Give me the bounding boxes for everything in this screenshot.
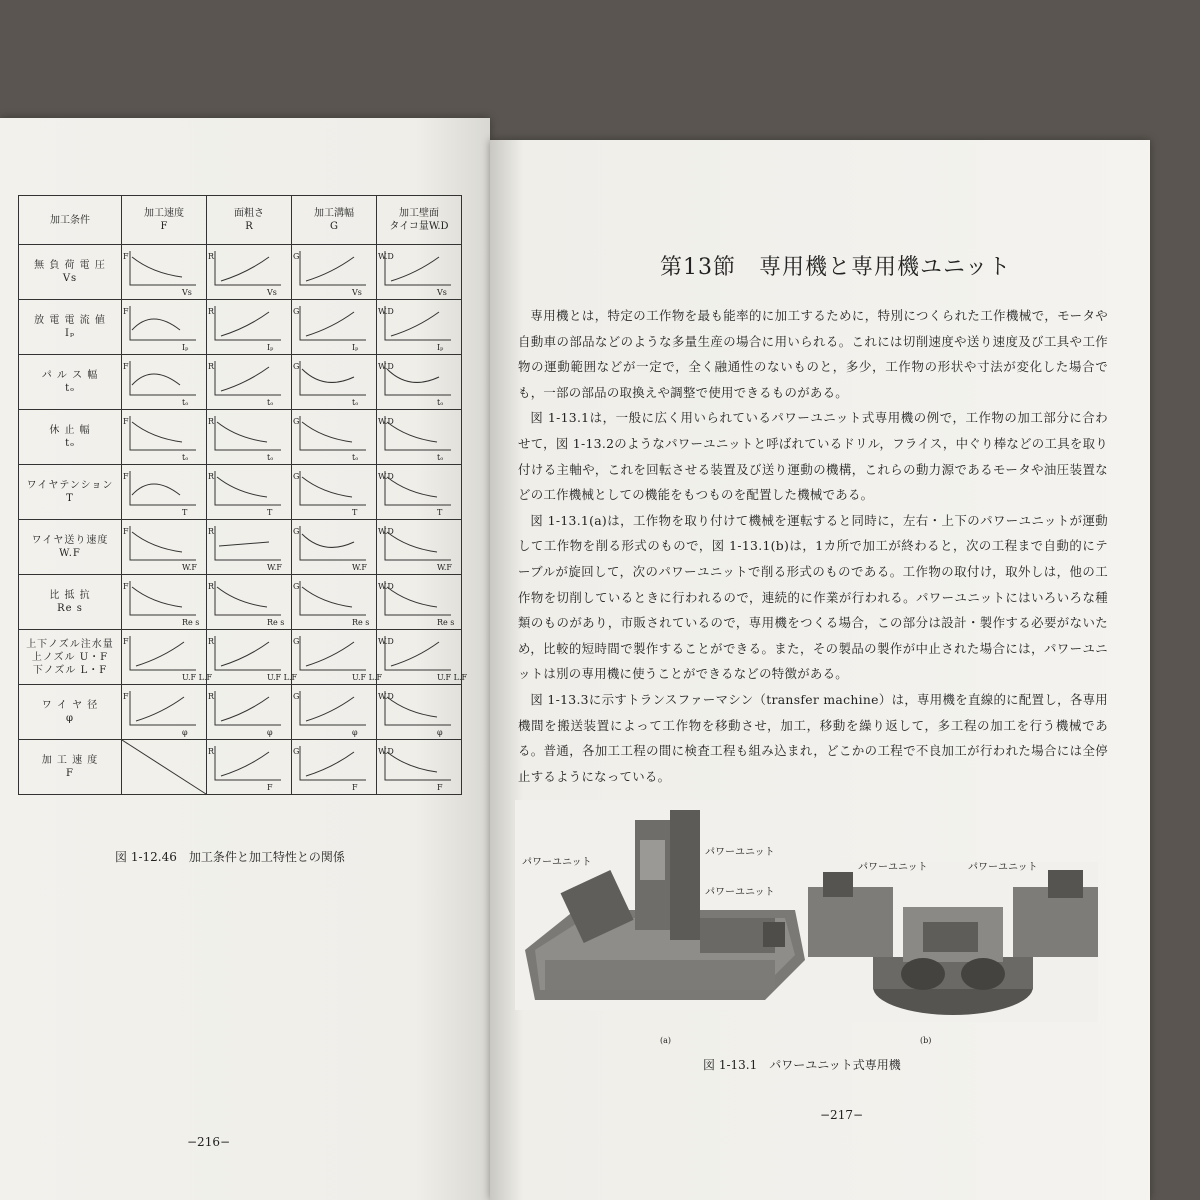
- x-axis-letter: tₒ: [437, 398, 444, 407]
- figure-caption-left: 図 1-12.46 加工条件と加工特性との関係: [115, 850, 345, 864]
- axis: [130, 416, 196, 450]
- x-axis-letter: U.F L.F: [437, 673, 468, 682]
- trend-graph: [292, 740, 376, 794]
- trend-curve: [217, 587, 267, 607]
- x-axis-letter: U.F L.F: [352, 673, 383, 682]
- y-axis-letter: F: [123, 527, 129, 536]
- sublabel-a: (a): [660, 1036, 672, 1045]
- trend-graph: [377, 410, 461, 464]
- x-axis-letter: Vs: [182, 288, 192, 297]
- trend-graph: [122, 410, 206, 464]
- x-axis-letter: F: [437, 783, 443, 792]
- y-axis-letter: R: [208, 637, 215, 646]
- trend-curve: [132, 484, 180, 495]
- axis: [300, 361, 366, 395]
- trend-graph-cell: [377, 465, 462, 520]
- trend-graph: [207, 245, 291, 299]
- axis: [300, 526, 366, 560]
- x-axis-letter: W.F: [437, 563, 452, 572]
- y-axis-letter: R: [208, 472, 215, 481]
- trend-graph-cell: [377, 685, 462, 740]
- trend-graph-cell: [377, 355, 462, 410]
- x-axis-letter: T: [437, 508, 443, 517]
- trend-graph-cell: [292, 410, 377, 465]
- trend-curve: [302, 534, 354, 547]
- y-axis-letter: G: [293, 362, 300, 371]
- trend-curve: [132, 257, 182, 277]
- trend-curve: [302, 587, 352, 607]
- trend-curve: [306, 312, 354, 336]
- trend-curve: [387, 477, 437, 497]
- y-axis-letter: G: [293, 582, 300, 591]
- y-axis-letter: R: [208, 252, 215, 261]
- axis: [215, 416, 281, 450]
- trend-curve: [391, 312, 439, 336]
- condition-cell: 無 負 荷 電 圧 Vs: [19, 245, 122, 300]
- y-axis-letter: G: [293, 527, 300, 536]
- section-title: 第13節 専用機と専用機ユニット: [660, 255, 1012, 280]
- axis: [130, 526, 196, 560]
- trend-curve: [221, 697, 269, 721]
- trend-curve: [217, 477, 267, 497]
- trend-graph-cell: [207, 575, 292, 630]
- trend-curve: [221, 367, 269, 391]
- x-axis-letter: Re s: [267, 618, 285, 627]
- trend-graph-cell: [122, 410, 207, 465]
- y-axis-letter: F: [123, 472, 129, 481]
- x-axis-letter: Vs: [437, 288, 447, 297]
- y-axis-letter: W.D: [378, 637, 394, 646]
- axis: [300, 416, 366, 450]
- condition-cell: パ ル ス 幅 tₒ: [19, 355, 122, 410]
- y-axis-letter: R: [208, 417, 215, 426]
- trend-graph: [377, 630, 468, 684]
- trend-graph-cell: [292, 245, 377, 300]
- y-axis-letter: W.D: [378, 692, 394, 701]
- trend-curve: [132, 532, 182, 552]
- trend-graph-cell: [122, 685, 207, 740]
- condition-cell: 休 止 幅 tₒ: [19, 410, 122, 465]
- x-axis-letter: tₒ: [182, 398, 189, 407]
- trend-graph-cell: [207, 410, 292, 465]
- axis: [385, 691, 451, 725]
- trend-graph: [377, 465, 461, 519]
- trend-graph-cell: [292, 575, 377, 630]
- trend-graph: [122, 355, 206, 409]
- trend-graph-cell: [122, 575, 207, 630]
- trend-graph: [292, 575, 376, 629]
- y-axis-letter: G: [293, 252, 300, 261]
- trend-graph: [292, 410, 376, 464]
- axis: [385, 361, 451, 395]
- trend-graph-cell: [207, 245, 292, 300]
- table-header-cell: 面粗さ R: [207, 196, 292, 245]
- paragraph: 図 1-13.1(a)は，工作物を取り付けて機械を運転すると同時に，左右・上下のパワーユニットが運動して工作物を削る形式のもので，図 1-13.1(b)は，1カ所で加工が終わると，次の工程まで自動的にテーブルが旋回して，次のパワーユニットで削る形式のものである。工作物の取付け，取外しは，他の工作物を切削しているときに行われるので，連続的に作業が行われる。パワーユニットにはいろいろな種類のものがあり，市販されているので，専用機をつくる場合，この部分は設計・製作する必要がないため，比較的短時間で製作することができる。また，その製品の製作が中止された場合には，パワーユニットは別の専用機に使うことができるなどの特徴がある。: [518, 512, 1108, 682]
- trend-graph-cell: [122, 245, 207, 300]
- y-axis-letter: F: [123, 637, 129, 646]
- trend-graph-cell: [207, 520, 292, 575]
- trend-graph-cell: [377, 410, 462, 465]
- y-axis-letter: W.D: [378, 252, 394, 261]
- trend-graph-cell: [292, 685, 377, 740]
- table-row: [19, 410, 462, 465]
- y-axis-letter: R: [208, 362, 215, 371]
- trend-curve: [387, 587, 437, 607]
- x-axis-letter: U.F L.F: [182, 673, 213, 682]
- x-axis-letter: Re s: [437, 618, 455, 627]
- trend-curve: [387, 369, 439, 382]
- table-header-row: [19, 196, 462, 245]
- trend-curve: [132, 587, 182, 607]
- x-axis-letter: tₒ: [267, 398, 274, 407]
- trend-curve: [387, 697, 437, 717]
- machine-photo-a: [515, 800, 815, 1010]
- table-header-cell: 加工壁面 タイコ量W.D: [377, 196, 462, 245]
- conditions-table: [18, 195, 468, 795]
- y-axis-letter: F: [123, 582, 129, 591]
- trend-graph: [207, 355, 291, 409]
- trend-graph: [207, 575, 291, 629]
- trend-graph-cell: [122, 355, 207, 410]
- trend-graph: [377, 355, 461, 409]
- trend-curve: [306, 642, 354, 666]
- trend-graph-cell: [377, 740, 462, 795]
- trend-graph-cell: [377, 520, 462, 575]
- trend-graph: [377, 685, 461, 739]
- trend-curve: [302, 369, 354, 382]
- trend-curve: [217, 422, 267, 442]
- trend-graph-cell: [207, 300, 292, 355]
- trend-graph: [122, 300, 206, 354]
- x-axis-letter: tₒ: [182, 453, 189, 462]
- trend-graph-cell: [292, 300, 377, 355]
- y-axis-letter: W.D: [378, 527, 394, 536]
- trend-curve: [387, 532, 437, 552]
- trend-curve: [221, 642, 269, 666]
- trend-curve: [136, 697, 184, 721]
- y-axis-letter: W.D: [378, 362, 394, 371]
- y-axis-letter: F: [123, 362, 129, 371]
- trend-graph: [207, 630, 298, 684]
- axis: [300, 581, 366, 615]
- x-axis-letter: tₒ: [352, 398, 359, 407]
- y-axis-letter: R: [208, 582, 215, 591]
- figure-caption-right: 図 1-13.1 パワーユニット式専用機: [703, 1058, 901, 1072]
- x-axis-letter: Iₚ: [182, 343, 189, 352]
- trend-graph: [292, 465, 376, 519]
- trend-graph-cell: [207, 685, 292, 740]
- trend-graph: [122, 575, 206, 629]
- trend-graph: [377, 575, 461, 629]
- x-axis-letter: Iₚ: [352, 343, 359, 352]
- trend-graph-cell: [292, 465, 377, 520]
- trend-curve: [302, 477, 352, 497]
- x-axis-letter: Vs: [267, 288, 277, 297]
- axis: [385, 471, 451, 505]
- trend-graph: [207, 465, 291, 519]
- condition-cell: 比 抵 抗 Re s: [19, 575, 122, 630]
- y-axis-letter: G: [293, 307, 300, 316]
- label-power-unit: パワーユニット: [522, 857, 592, 868]
- trend-graph: [122, 740, 206, 794]
- x-axis-letter: F: [352, 783, 358, 792]
- trend-curve: [306, 752, 354, 776]
- x-axis-letter: φ: [352, 728, 358, 737]
- x-axis-letter: U.F L.F: [267, 673, 298, 682]
- condition-cell: ワイヤテンション T: [19, 465, 122, 520]
- table-row: [19, 630, 462, 685]
- axis: [215, 471, 281, 505]
- trend-graph-cell: [292, 630, 383, 685]
- y-axis-letter: W.D: [378, 582, 394, 591]
- y-axis-letter: W.D: [378, 417, 394, 426]
- x-axis-letter: W.F: [182, 563, 197, 572]
- x-axis-letter: Re s: [352, 618, 370, 627]
- trend-graph: [122, 685, 206, 739]
- axis: [385, 416, 451, 450]
- trend-curve: [387, 752, 437, 772]
- y-axis-letter: R: [208, 692, 215, 701]
- trend-graph-cell: [207, 740, 292, 795]
- y-axis-letter: G: [293, 747, 300, 756]
- trend-curve: [306, 697, 354, 721]
- condition-cell: 放 電 電 流 値 Iₚ: [19, 300, 122, 355]
- y-axis-letter: W.D: [378, 472, 394, 481]
- trend-curve: [221, 257, 269, 281]
- x-axis-letter: Iₚ: [267, 343, 274, 352]
- paragraph: 図 1-13.1は，一般に広く用いられているパワーユニット式専用機の例で，工作物の加工部分に合わせて，図 1-13.2のようなパワーユニットと呼ばれているドリル，フライス，中ぐり棒などの工具を取り付ける主軸や，これを回転させる装置及び送り運動の機構，これらの動力源であるモータや油圧装置などの工作機械としての機能をもつものを配置した機械である。: [518, 410, 1108, 503]
- trend-curve: [132, 319, 180, 330]
- trend-graph: [122, 245, 206, 299]
- label-power-unit: パワーユニット: [705, 887, 775, 898]
- paragraph: 専用機とは，特定の工作物を最も能率的に加工するために，特別につくられた工作機械で，モータや自動車の部品などのような多量生産の場合に用いられる。これには切削速度や送り速度及び工具や工作物の運動範囲などが一定で，全く融通性のないものと，多少，工作物の形状や寸法が変化した場合でも，一部の部品の取換えや調整で使用できるものがある。: [518, 308, 1108, 400]
- body-text: [518, 303, 1108, 789]
- trend-graph-cell: [122, 300, 207, 355]
- y-axis-letter: G: [293, 692, 300, 701]
- table-row: [19, 355, 462, 410]
- y-axis-letter: R: [208, 307, 215, 316]
- y-axis-letter: G: [293, 472, 300, 481]
- sublabel-b: (b): [920, 1036, 932, 1045]
- axis: [385, 581, 451, 615]
- machine-photo-b: [808, 862, 1098, 1022]
- trend-curve: [302, 422, 352, 442]
- trend-graph: [122, 520, 206, 574]
- page-number-left: −216−: [187, 1135, 231, 1149]
- trend-curve: [221, 752, 269, 776]
- trend-graph-cell: [122, 740, 207, 795]
- trend-curve: [219, 542, 269, 546]
- axis: [385, 746, 451, 780]
- condition-cell: ワ イ ヤ 径 φ: [19, 685, 122, 740]
- x-axis-letter: φ: [437, 728, 443, 737]
- trend-graph: [292, 520, 376, 574]
- x-axis-letter: φ: [267, 728, 273, 737]
- y-axis-letter: R: [208, 527, 215, 536]
- table-row: [19, 740, 462, 795]
- trend-graph: [292, 355, 376, 409]
- condition-cell: ワイヤ送り速度 W.F: [19, 520, 122, 575]
- axis: [130, 251, 196, 285]
- trend-graph-cell: [122, 630, 213, 685]
- condition-cell: 上下ノズル注水量 上ノズル U・F 下ノズル L・F: [19, 630, 122, 685]
- table-row: [19, 465, 462, 520]
- label-power-unit: パワーユニット: [705, 847, 775, 858]
- x-axis-letter: T: [267, 508, 273, 517]
- trend-curve: [391, 257, 439, 281]
- table-row: [19, 245, 462, 300]
- x-axis-letter: Iₚ: [437, 343, 444, 352]
- trend-graph-cell: [377, 245, 462, 300]
- axis: [300, 471, 366, 505]
- x-axis-letter: tₒ: [437, 453, 444, 462]
- trend-curve: [132, 374, 180, 385]
- y-axis-letter: F: [123, 307, 129, 316]
- trend-graph-cell: [207, 465, 292, 520]
- table-row: [19, 685, 462, 740]
- x-axis-letter: tₒ: [267, 453, 274, 462]
- y-axis-letter: G: [293, 637, 300, 646]
- trend-graph: [122, 465, 206, 519]
- trend-curve: [391, 642, 439, 666]
- trend-graph: [377, 300, 461, 354]
- y-axis-letter: F: [123, 252, 129, 261]
- trend-graph: [292, 245, 376, 299]
- trend-curve: [387, 422, 437, 442]
- axis: [215, 581, 281, 615]
- trend-graph-cell: [292, 520, 377, 575]
- table-header-cell: 加工条件: [19, 196, 122, 245]
- table-row: [19, 575, 462, 630]
- trend-graph: [377, 740, 461, 794]
- trend-graph-cell: [377, 300, 462, 355]
- x-axis-letter: Re s: [182, 618, 200, 627]
- axis: [385, 526, 451, 560]
- trend-graph: [292, 300, 376, 354]
- x-axis-letter: Vs: [352, 288, 362, 297]
- trend-graph: [122, 630, 213, 684]
- trend-graph-cell: [292, 740, 377, 795]
- trend-graph-cell: [377, 630, 468, 685]
- label-power-unit: パワーユニット: [858, 862, 928, 873]
- y-axis-letter: G: [293, 417, 300, 426]
- trend-graph-cell: [292, 355, 377, 410]
- trend-graph: [207, 740, 291, 794]
- x-axis-letter: F: [267, 783, 273, 792]
- y-axis-letter: W.D: [378, 747, 394, 756]
- trend-graph: [207, 685, 291, 739]
- y-axis-letter: F: [123, 692, 129, 701]
- trend-graph-cell: [122, 520, 207, 575]
- trend-graph-cell: [122, 465, 207, 520]
- trend-graph: [207, 520, 291, 574]
- paragraph: 図 1-13.3に示すトランスファーマシン（transfer machine）は，専用機を直線的に配置し，各専用機間を搬送装置によって工作物を移動させ，加工，移動を繰り返して，多工程の加工を行う機械である。普通，各加工工程の間に検査工程も組み込まれ，どこかの工程で不良加工が行われた場合には全停止するようになっている。: [518, 691, 1108, 784]
- trend-graph-cell: [207, 630, 298, 685]
- x-axis-letter: T: [182, 508, 188, 517]
- trend-curve: [136, 642, 184, 666]
- x-axis-letter: tₒ: [352, 453, 359, 462]
- diagonal-line: [122, 740, 206, 794]
- trend-graph: [377, 245, 461, 299]
- y-axis-letter: R: [208, 747, 215, 756]
- axis: [130, 581, 196, 615]
- trend-graph-cell: [377, 575, 462, 630]
- x-axis-letter: W.F: [352, 563, 367, 572]
- condition-cell: 加 工 速 度 F: [19, 740, 122, 795]
- y-axis-letter: F: [123, 417, 129, 426]
- label-power-unit: パワーユニット: [968, 862, 1038, 873]
- table-row: [19, 300, 462, 355]
- trend-curve: [306, 257, 354, 281]
- table-row: [19, 520, 462, 575]
- trend-graph: [292, 685, 376, 739]
- page-number-right: −217−: [820, 1108, 864, 1122]
- table-header-cell: 加工溝幅 G: [292, 196, 377, 245]
- trend-graph-cell: [207, 355, 292, 410]
- trend-curve: [221, 312, 269, 336]
- trend-curve: [132, 422, 182, 442]
- trend-graph: [207, 300, 291, 354]
- axis: [215, 526, 281, 560]
- y-axis-letter: W.D: [378, 307, 394, 316]
- trend-graph: [207, 410, 291, 464]
- x-axis-letter: φ: [182, 728, 188, 737]
- x-axis-letter: W.F: [267, 563, 282, 572]
- table-header-cell: 加工速度 F: [122, 196, 207, 245]
- trend-graph: [377, 520, 461, 574]
- x-axis-letter: T: [352, 508, 358, 517]
- trend-graph: [292, 630, 383, 684]
